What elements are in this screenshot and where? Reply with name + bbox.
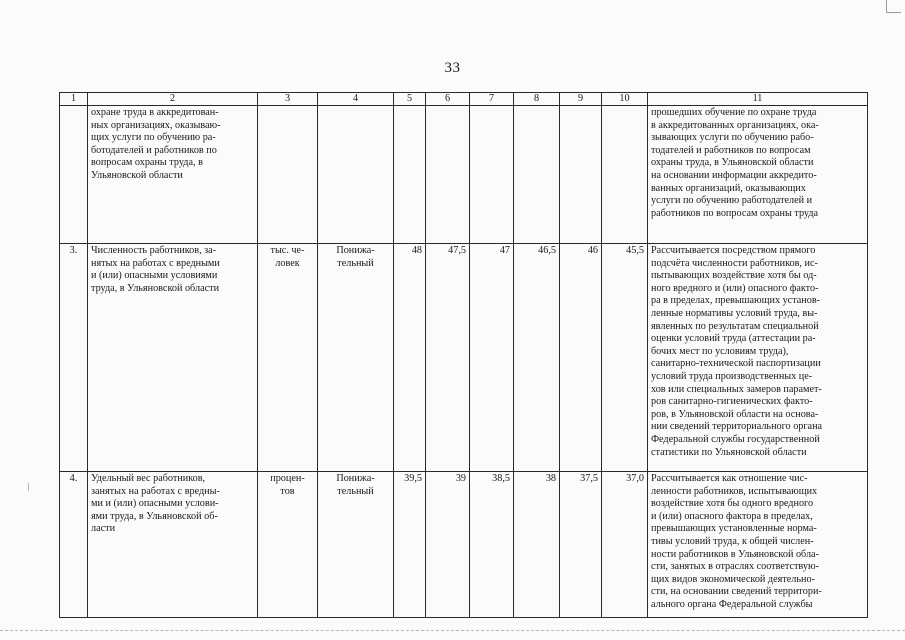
value-6 <box>426 106 470 244</box>
indicators-table <box>59 92 868 618</box>
calculation-method: Рассчитывается посредством прямого подсчёта численности работников, ис- пытывающих воздействие хотя бы од- ного вредного и (или) опасного факто- ра в пределах, превышающих установ- ленные нормативы условий труда, вы- явленных по результатам специальной оценки условий труда (аттестации ра- бочих мест по условиям труда), санитарно-технической паспортизации условий труда производственных це- хов или специальных замеров парамет- ров санитарно-гигиенических факто- ров, в Ульяновской области на основа- нии сведений территориального органа Федеральной службы государственной статистики по Ульяновской области <box>648 244 868 472</box>
column-header: 8 <box>514 93 560 106</box>
value-5 <box>394 106 426 244</box>
row-number: 4. <box>60 472 88 618</box>
column-header: 9 <box>560 93 602 106</box>
column-header: 2 <box>88 93 258 106</box>
value-9 <box>560 106 602 244</box>
unit: процен- тов <box>258 472 318 618</box>
page-corner-mark <box>886 0 901 13</box>
value-9: 46 <box>560 244 602 472</box>
value-7 <box>470 106 514 244</box>
column-header: 7 <box>470 93 514 106</box>
value-8: 38 <box>514 472 560 618</box>
indicator-type: Понижа- тельный <box>318 472 394 618</box>
column-header: 4 <box>318 93 394 106</box>
page-number: 33 <box>444 60 461 76</box>
column-header: 10 <box>602 93 648 106</box>
column-header: 3 <box>258 93 318 106</box>
value-5: 39,5 <box>394 472 426 618</box>
scan-bottom-edge <box>0 630 905 633</box>
calculation-method: прошедших обучение по охране труда в аккредитованных организациях, ока- зывающих услуги по обучению рабо- тодателей и работников по вопросам охраны труда, в Ульяновской области на основании информации аккредито- ванных организаций, оказывающих услуги по обучению работодателей и работников по вопросам охраны труда <box>648 106 868 244</box>
value-9: 37,5 <box>560 472 602 618</box>
row-number: 3. <box>60 244 88 472</box>
indicator-type <box>318 106 394 244</box>
value-10 <box>602 106 648 244</box>
value-8 <box>514 106 560 244</box>
value-7: 38,5 <box>470 472 514 618</box>
indicator-name: Удельный вес работников, занятых на работах с вредны- ми и (или) опасными услови- ями труда, в Ульяновской об- ласти <box>88 472 258 618</box>
unit: тыс. че- ловек <box>258 244 318 472</box>
margin-pen-mark: / <box>25 481 33 494</box>
table-row <box>60 472 868 618</box>
table-header-row <box>60 93 868 106</box>
value-7: 47 <box>470 244 514 472</box>
value-10: 45,5 <box>602 244 648 472</box>
calculation-method: Рассчитывается как отношение чис- ленности работников, испытывающих воздействие хотя бы одного вредного и (или) опасного фактора в пределах, превышающих установленные норма- тивы условий труда, к общей числен- ности работников в Ульяновской обла- сти, занятых в отраслях соответствую- щих видов экономической деятельно- сти, на основании сведений территори- ального органа Федеральной службы <box>648 472 868 618</box>
column-header: 11 <box>648 93 868 106</box>
column-header: 1 <box>60 93 88 106</box>
table-row <box>60 244 868 472</box>
indicator-name: Численность работников, за- нятых на работах с вредными и (или) опасными условиями труда, в Ульяновской области <box>88 244 258 472</box>
value-5: 48 <box>394 244 426 472</box>
column-header: 6 <box>426 93 470 106</box>
value-6: 47,5 <box>426 244 470 472</box>
unit <box>258 106 318 244</box>
column-header: 5 <box>394 93 426 106</box>
indicator-name: охране труда в аккредитован- ных организациях, оказываю- щих услуги по обучению ра- ботодателей и работников по вопросам охраны труда, в Ульяновской области <box>88 106 258 244</box>
indicator-type: Понижа- тельный <box>318 244 394 472</box>
row-number <box>60 106 88 244</box>
value-8: 46,5 <box>514 244 560 472</box>
value-6: 39 <box>426 472 470 618</box>
table-row <box>60 106 868 244</box>
value-10: 37,0 <box>602 472 648 618</box>
